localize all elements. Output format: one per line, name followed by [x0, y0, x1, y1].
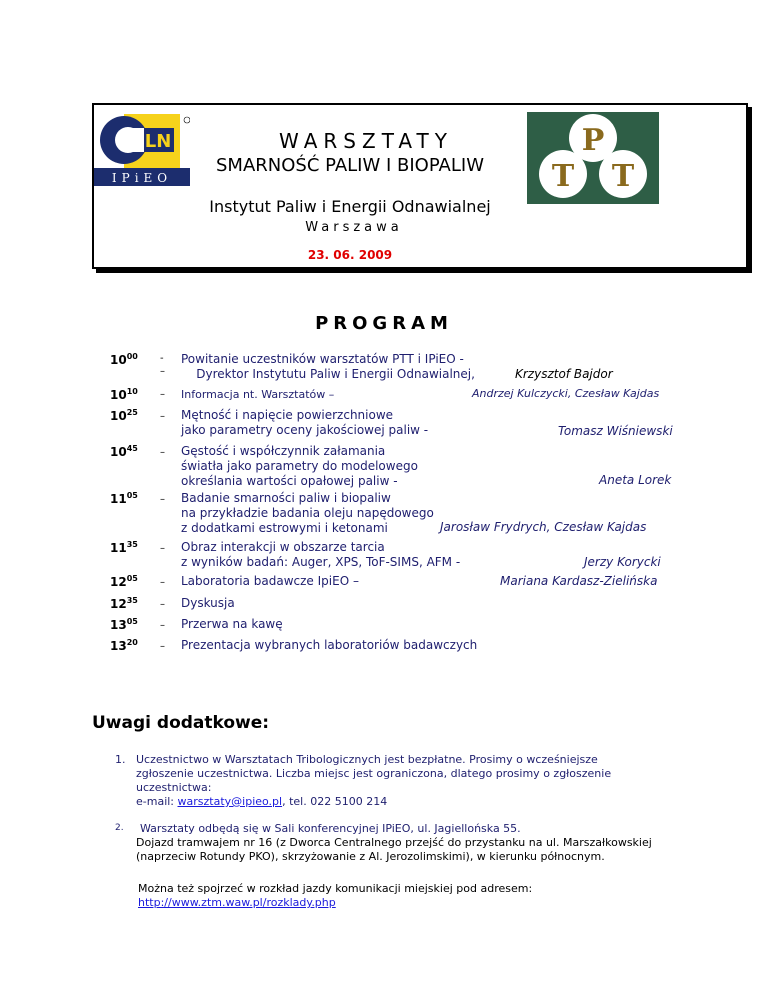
city-name: Warszawa: [305, 220, 403, 235]
item-description: Powitanie uczestników warsztatów PTT i IPiEO - Dyrektor Instytutu Paliw i Energii Odnawialnej,: [181, 352, 475, 381]
time: $12^{05}$: [110, 574, 138, 589]
logo-t2-letter: T: [611, 159, 635, 194]
topic-heading: SMARNOŚĆ PALIW I BIOPALIW: [215, 155, 484, 176]
note-text: Dojazd tramwajem nr 16 (z Dworca Centralnego przejść do przystanku na ul. Marszałkowskiej (naprzeciw Rotundy PKO), skrzyżowanie z Al. Jerozolimskimi), w kierunku północnym.: [136, 836, 652, 863]
speaker: Krzysztof Bajdor: [515, 367, 613, 381]
note-text: [136, 753, 656, 809]
event-date: 23. 06. 2009: [307, 248, 393, 262]
time: $13^{05}$: [110, 617, 138, 632]
time: $10^{00}$: [110, 352, 138, 367]
dash: –: [160, 543, 165, 554]
speaker: Jerzy Korycki: [584, 555, 661, 569]
speaker: Jarosław Frydrych, Czesław Kajdas: [440, 520, 647, 534]
dash: –: [160, 366, 165, 377]
item-description: Badanie smarności paliw i biopaliw na przykładzie badania oleju napędowego z dodatkami estrowymi i ketonami: [181, 491, 434, 535]
notes-title: Uwagi dodatkowe:: [92, 713, 270, 733]
item-description: Obraz interakcji w obszarze tarcia z wyników badań: Auger, XPS, ToF-SIMS, AFM -: [181, 540, 461, 569]
dash: -: [160, 353, 164, 364]
note-extra: [138, 882, 698, 910]
item-description: Przerwa na kawę: [181, 617, 283, 631]
institute-name: Instytut Paliw i Energii Odnawialnej: [209, 197, 491, 216]
item-description: Informacja nt. Warsztatów –: [181, 388, 335, 401]
dash: –: [160, 411, 165, 422]
speaker: Tomasz Wiśniewski: [558, 424, 673, 438]
speaker: Mariana Kardasz-Zielińska: [500, 574, 658, 588]
item-description: Gęstość i współczynnik załamania światła jako parametry do modelowego określania wartości opałowej paliw -: [181, 444, 418, 488]
note-number: 1.: [115, 753, 126, 766]
note-1-text: Uczestnictwo w Warsztatach Tribologicznych jest bezpłatne. Prosimy o wcześniejsze zgłoszenie uczestnictwa. Liczba miejsc jest ograniczona, dlatego prosimy o zgłoszenie uczestnictwa:: [136, 753, 612, 794]
time: $10^{25}$: [110, 408, 138, 423]
note-extra-text: Można też spojrzeć w rozkład jazdy komunikacji miejskiej pod adresem:: [138, 882, 533, 895]
logo-ipieo-text: IPiEO: [111, 171, 173, 185]
note-number: 2.: [115, 823, 124, 833]
ztm-link[interactable]: http://www.ztm.waw.pl/rozklady.php: [138, 896, 336, 909]
phone: , tel. 022 5100 214: [282, 795, 388, 808]
dash: –: [160, 447, 165, 458]
dash: –: [160, 641, 165, 652]
speaker: Aneta Lorek: [599, 473, 672, 487]
logo-p-letter: P: [581, 123, 605, 158]
note-text: Warsztaty odbędą się w Sali konferencyjnej IPiEO, ul. Jagiellońska 55.: [140, 822, 521, 835]
dash: –: [160, 620, 165, 631]
email-prefix: e-mail:: [136, 795, 178, 808]
program-title: PROGRAM: [315, 313, 453, 334]
dash: –: [160, 577, 165, 588]
item-description: Mętność i napięcie powierzchniowe jako parametry oceny jakościowej paliw -: [181, 408, 429, 437]
speaker: Andrzej Kulczycki, Czesław Kajdas: [472, 387, 660, 400]
logo-t1-letter: T: [551, 159, 575, 194]
time: $12^{35}$: [110, 596, 138, 611]
dash: –: [160, 389, 165, 400]
time: $11^{05}$: [110, 491, 138, 506]
dash: –: [160, 494, 165, 505]
time: $10^{45}$: [110, 444, 138, 459]
item-description: Prezentacja wybranych laboratoriów badawczych: [181, 638, 478, 652]
dash: –: [160, 599, 165, 610]
time: $10^{10}$: [110, 387, 138, 402]
item-description: Dyskusja: [181, 596, 235, 610]
workshop-heading: WARSZTATY: [279, 129, 453, 153]
item-description: Laboratoria badawcze IpiEO –: [181, 574, 359, 588]
logo-letters: LN: [144, 131, 172, 152]
time: $13^{20}$: [110, 638, 138, 653]
time: $11^{35}$: [110, 540, 138, 555]
email-link[interactable]: warsztaty@ipieo.pl: [177, 795, 283, 808]
